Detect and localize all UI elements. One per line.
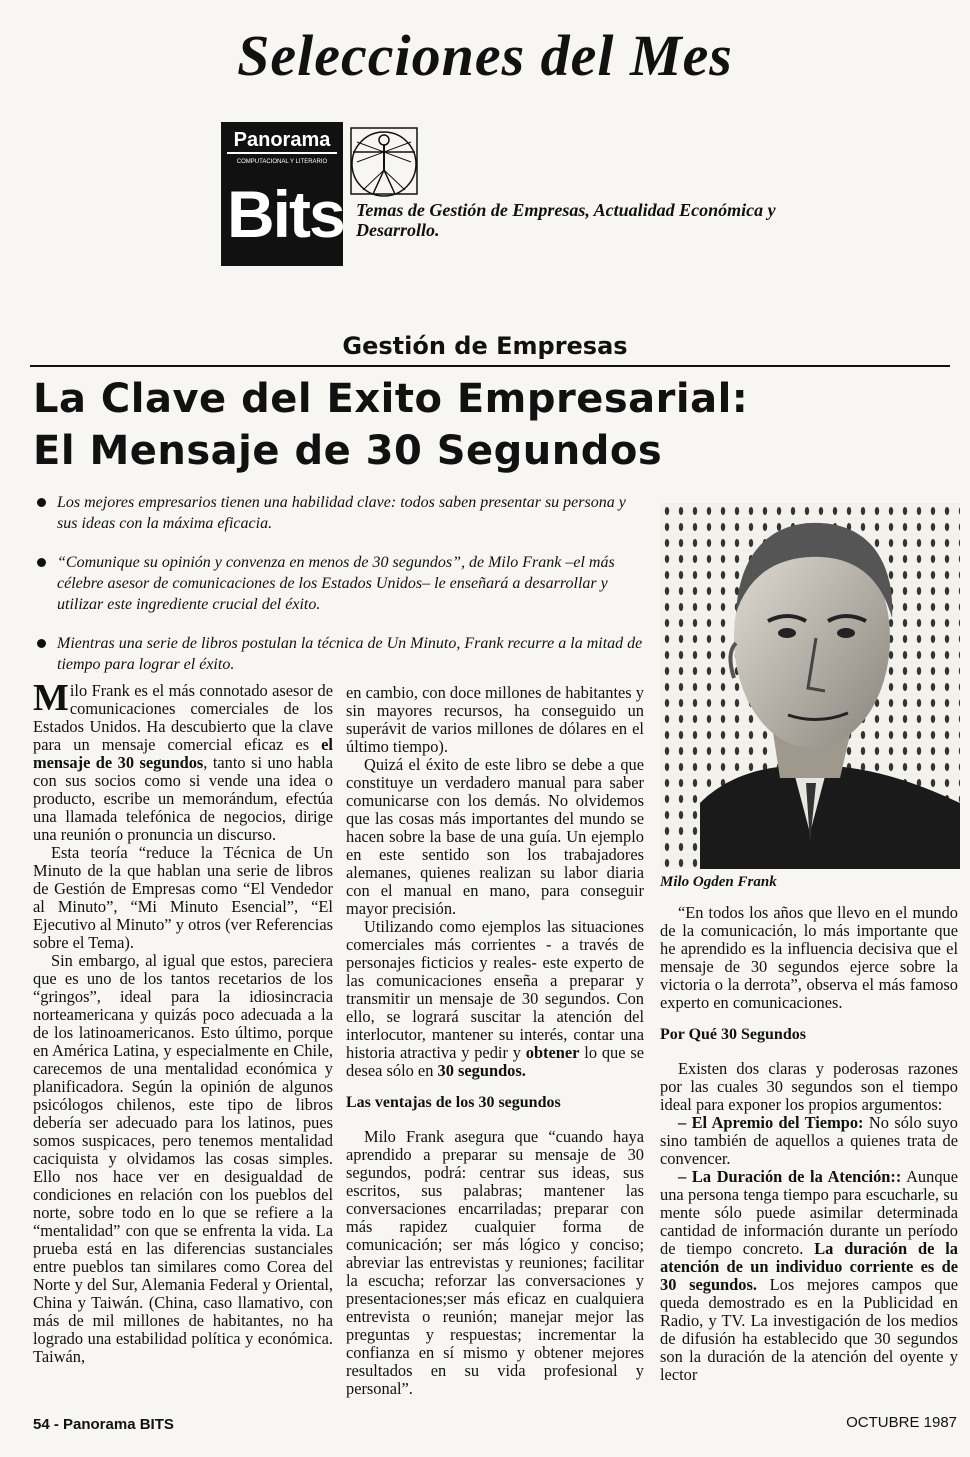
paragraph: Utilizando como ejemplos las situaciones comerciales más corrientes - a través de personajes ficticios y reales- este experto de las comunicaciones enseña a preparar y transmitir un mensaje de 30 segundos. Con ello, se logrará suscitar la atención del interlocutor, mantener su interés, contar una historia atractiva y pedir y obtener lo que se desea sólo en 30 segundos. [346, 917, 644, 1080]
panorama-bits-logo [221, 122, 343, 266]
paragraph: – El Apremio del Tiempo: No sólo suyo sino también de aquellos a quienes trata de convencer. [660, 1113, 958, 1168]
article-column-1 [33, 677, 333, 1366]
photo-caption: Milo Ogden Frank [660, 874, 777, 890]
paragraph: Esta teoría “reduce la Técnica de Un Minuto de la que hablan una serie de libros de Gestión de Empresas como “El Vendedor al Minuto”, “Mi Minuto Esencial”, “El Ejecutivo al Minuto” y otros (ver Referencias sobre el Tema). [33, 843, 333, 952]
paragraph: en cambio, con doce millones de habitantes y sin mayores recursos, ha conseguido un superávit de varios millones de dólares en el último tiempo). [346, 683, 644, 756]
paragraph: Quizá el éxito de este libro se debe a que constituye un verdadero manual para saber comunicarse con los demás. No olvidemos que las cosas más importantes del mundo se hacen sobre la base de una guía. Un ejemplo en este sentido son los trabajadores alemanes, quienes realizan su labor diaria con el manual en mano, para conseguir mayor precisión. [346, 755, 644, 918]
paragraph: Milo Frank asegura que “cuando haya aprendido a preparar su mensaje de 30 segundos, podrá: centrar sus ideas, sus escritos, sus palabras; mantener las conversaciones encarriladas; preparar con más rapidez cualquier forma de comunicación; ser más lógico y conciso; abreviar las entrevistas y reuniones; facilitar la escucha; reforzar las conversaciones y presentaciones;ser más eficaz en cualquiera entrevista o reunión; manejar mejor las preguntas y respuestas; incrementar la confianza en sí mismo y obtener mejores resultados en su vida profesional y personal”. [346, 1127, 644, 1398]
paragraph: – La Duración de la Atención:: Aunque una persona tenga tiempo para escucharle, su mente sólo puede asimilar determinada cantidad de información durante un período de tiempo concreto. La duración de la atención de un individuo corriente es de 30 segundos. Los mejores campos que queda demostrado es en la Publicidad en Radio, y TV. La investigación de los medios de difusión ha establecido que 30 segundos son la duración de la atención del oyente y lector [660, 1167, 958, 1384]
logo-top-text: Panorama [227, 128, 337, 154]
article-column-2 [346, 684, 644, 1398]
page-footer-right: OCTUBRE 1987 [846, 1414, 957, 1431]
section-label: Gestión de Empresas [342, 332, 628, 360]
summary-bullets [37, 492, 647, 693]
selection-description: Temas de Gestión de Empresas, Actualidad Económica y Desarrollo. [356, 200, 776, 240]
bullet-dot-icon [37, 639, 46, 648]
logo-sub-text: COMPUTACIONAL Y LITERARIO [227, 156, 337, 168]
paragraph: “En todos los años que llevo en el mundo de la comunicación, lo más importante que he aprendido es la influencia decisiva que el mensaje de 30 segundos ejerce sobre la victoria o la derrota”, observa el más famoso experto en comunicaciones. [660, 903, 958, 1012]
headline-line-2: El Mensaje de 30 Segundos [33, 428, 663, 474]
summary-bullet: Mientras una serie de libros postulan la técnica de Un Minuto, Frank recurre a la mitad de tiempo para lograr el éxito. [37, 633, 647, 675]
summary-bullet: “Comunique su opinión y convenza en menos de 30 segundos”, de Milo Frank –el más célebre asesor de comunicaciones de los Estados Unidos– le enseñará a desarrollar y utilizar este ingrediente crucial del éxito. [37, 552, 647, 615]
vitruvian-man-icon [345, 122, 423, 200]
drop-cap: M [33, 677, 69, 719]
magazine-title: Selecciones del Mes [237, 23, 733, 88]
paragraph: Existen dos claras y poderosas razones por las cuales 30 segundos son el tiempo ideal para exponer los propios argumentos: [660, 1059, 958, 1114]
paragraph: Sin embargo, al igual que estos, pareciera que es uno de los tantos recetarios de los “gringos”, ideal para la idiosincracia norteamericana y quizás poco adecuada a la de los latinoamericanos. Esto último, porque en América Latina, y especialmente en Chile, carecemos de una mentalidad económica y planificadora. Según la opinión de algunos psicólogos chilenos, este tipo de libros debería ser adecuado para los latinos, pues somos suspicaces, pero tenemos mentalidad caciquista y olvidamos las cosas simples. Ello nos hace ver en desigualdad de condiciones en relación con los pueblos del norte, sobre todo en lo que se refiere a la “mentalidad” con que se enfrenta la vida. La prueba está en las diferencias sustanciales entre pueblos tan similares como Corea del Norte y del Sur, Alemania Federal y Oriental, China y Taiwán. (China, caso llamativo, con más de mil millones de habitantes, no ha logrado una estabilidad política y económica. Taiwán, [33, 951, 333, 1366]
subheading: Las ventajas de los 30 segundos [346, 1094, 561, 1111]
summary-bullet: Los mejores empresarios tienen una habilidad clave: todos saben presentar su persona y sus ideas con la máxima eficacia. [37, 492, 647, 534]
headline-line-1: La Clave del Exito Empresarial: [33, 376, 749, 422]
section-rule [30, 365, 950, 367]
bullet-dot-icon [37, 498, 46, 507]
page-footer-left: 54 - Panorama BITS [33, 1416, 174, 1433]
subheading: Por Qué 30 Segundos [660, 1026, 806, 1043]
article-column-3 [660, 904, 958, 1384]
milo-frank-portrait-photo [660, 503, 960, 869]
bullet-dot-icon [37, 558, 46, 567]
article-headline [33, 373, 953, 477]
logo-main-text: Bits [227, 177, 344, 251]
paragraph: Milo Frank es el más connotado asesor de comunicaciones comerciales de los Estados Unidos. Ha descubierto que la clave para un mensaje comercial eficaz es el mensaje de 30 segundos, tanto si uno habla con sus socios como si vende una idea o producto, escribe un memorándum, efectúa una llamada telefónica de negocios, dirige una reunión o pronuncia un discurso. [33, 677, 333, 844]
